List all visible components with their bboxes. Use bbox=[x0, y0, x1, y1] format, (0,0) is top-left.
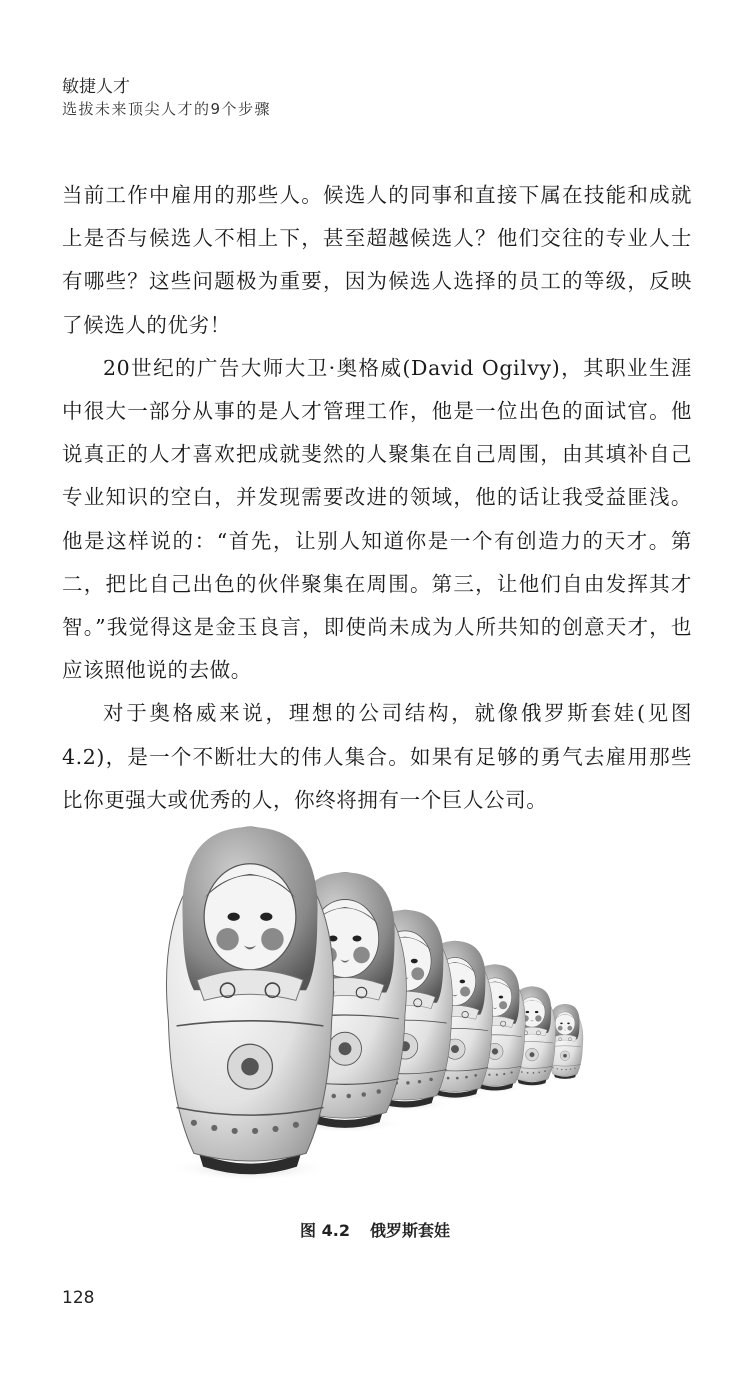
page-number: 128 bbox=[62, 1288, 95, 1308]
doll-1 bbox=[166, 827, 333, 1181]
matryoshka-dolls-illustration bbox=[140, 775, 610, 1195]
paragraph: 20世纪的广告大师大卫·奥格威(David Ogilvy)，其职业生涯中很大一部分从事的是人才管理工作，他是一位出色的面试官。他说真正的人才喜欢把成就斐然的人聚集在自己周围，由其填补自己专业知识的空白，并发现需要改进的领域，他的话让我受益匪浅。他是这样说的：“首先，让别人知道你是一个有创造力的天才。第二，把比自己出色的伙伴聚集在周围。第三，让他们自由发挥其才智。”我觉得这是金玉良言，即使尚未成为人所共知的创意天才，也应该照他说的去做。 bbox=[62, 355, 692, 683]
figure-caption bbox=[0, 1218, 750, 1241]
paragraph: 对于奥格威来说，理想的公司结构，就像俄罗斯套娃(见图4.2)，是一个不断壮大的伟人集合。如果有足够的勇气去雇用那些比你更强大或优秀的人，你终将拥有一个巨人公司。 bbox=[62, 701, 692, 812]
book-subtitle: 选拔未来顶尖人才的9个步骤 bbox=[62, 100, 272, 118]
figure-number: 图 4.2 bbox=[300, 1221, 350, 1240]
figure-title: 俄罗斯套娃 bbox=[369, 1221, 450, 1240]
body-text bbox=[62, 174, 692, 822]
running-header bbox=[62, 76, 271, 120]
paragraph: 当前工作中雇用的那些人。候选人的同事和直接下属在技能和成就上是否与候选人不相上下，甚至超越候选人？他们交往的专业人士有哪些？这些问题极为重要，因为候选人选择的员工的等级，反映了候选人的优劣！ bbox=[62, 183, 692, 337]
book-title: 敏捷人才 bbox=[62, 77, 130, 97]
